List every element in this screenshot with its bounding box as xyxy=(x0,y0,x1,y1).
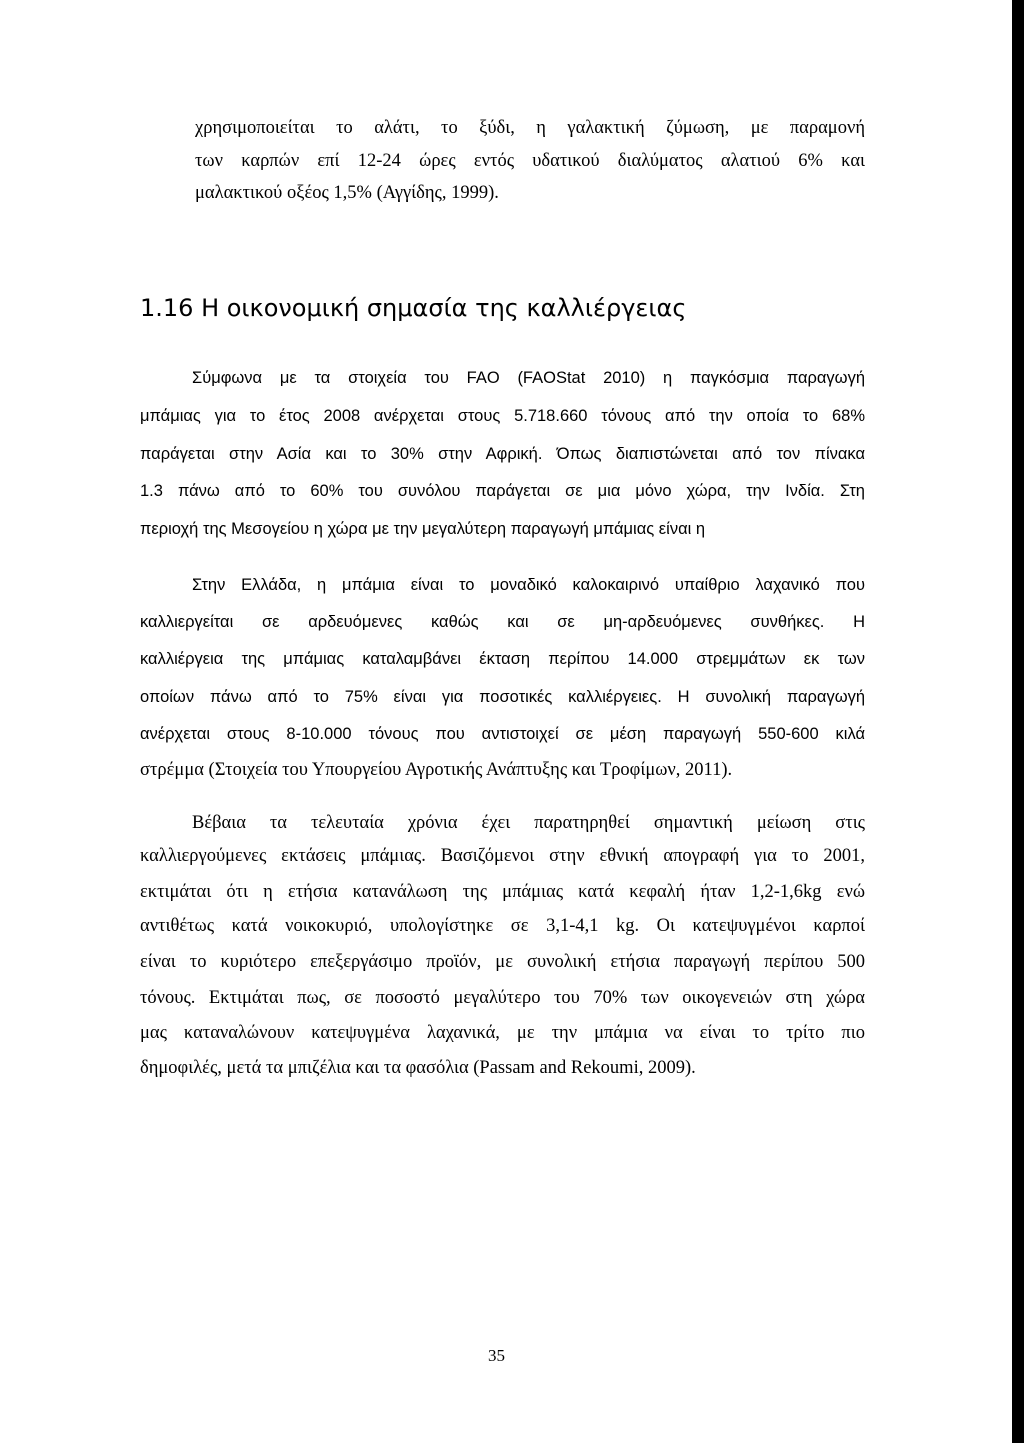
paragraph-4-line-1: Βέβαια τα τελευταία χρόνια έχει παρατηρηθεί σημαντική μείωση στις xyxy=(192,813,865,833)
paragraph-4-line-5: είναι το κυριότερο επεξεργάσιμο προϊόν, με συνολική ετήσια παραγωγή περίπου 500 xyxy=(140,952,865,972)
page-number: 35 xyxy=(488,1346,505,1365)
paragraph-4-line-4: αντιθέτως κατά νοικοκυριό, υπολογίστηκε σε 3,1-4,1 kg. Οι κατεψυγμένοι καρποί xyxy=(140,916,865,936)
paragraph-3-line-1: Στην Ελλάδα, η μπάμια είναι το μοναδικό καλοκαιρινό υπαίθριο λαχανικό που xyxy=(192,576,865,594)
paragraph-2-line-2: μπάμιας για το έτος 2008 ανέρχεται στους 5.718.660 τόνους από την οποία το 68% xyxy=(140,407,865,425)
paragraph-2-line-4: 1.3 πάνω από το 60% του συνόλου παράγεται σε μια μόνο χώρα, την Ινδία. Στη xyxy=(140,482,865,500)
paragraph-4-line-8: δημοφιλές, μετά τα μπιζέλια και τα φασόλια (Passam and Rekoumi, 2009). xyxy=(140,1058,696,1078)
paragraph-4-line-3: εκτιμάται ότι η ετήσια κατανάλωση της μπάμιας κατά κεφαλή ήταν 1,2-1,6kg ενώ xyxy=(140,882,865,902)
paragraph-2-line-3: παράγεται στην Ασία και το 30% στην Αφρική. Όπως διαπιστώνεται από τον πίνακα xyxy=(140,445,865,463)
paragraph-1-line-2: των καρπών επί 12-24 ώρες εντός υδατικού διαλύματος αλατιού 6% και xyxy=(195,151,865,171)
paragraph-2-line-1: Σύμφωνα με τα στοιχεία του FAO (FAOStat 2010) η παγκόσμια παραγωγή xyxy=(192,369,865,387)
paragraph-3-line-5: ανέρχεται στους 8-10.000 τόνους που αντιστοιχεί σε μέση παραγωγή 550-600 κιλά xyxy=(140,725,865,743)
paragraph-1-line-3: μαλακτικού οξέος 1,5% (Αγγίδης, 1999). xyxy=(195,183,499,203)
paragraph-3-line-4: οποίων πάνω από το 75% είναι για ποσοτικές καλλιέργειες. Η συνολική παραγωγή xyxy=(140,688,865,706)
paragraph-1-line-1: χρησιμοποιείται το αλάτι, το ξύδι, η γαλακτική ζύμωση, με παραμονή xyxy=(195,118,865,138)
paragraph-3-line-2: καλλιεργείται σε αρδευόμενες καθώς και σε μη-αρδευόμενες συνθήκες. Η xyxy=(140,613,865,631)
paragraph-3-line-6: στρέμμα (Στοιχεία του Υπουργείου Αγροτικής Ανάπτυξης και Τροφίμων, 2011). xyxy=(140,760,733,780)
paragraph-2-line-5: περιοχή της Μεσογείου η χώρα με την μεγαλύτερη παραγωγή μπάμιας είναι η xyxy=(140,520,706,538)
section-heading: 1.16 Η οικονομική σημασία της καλλιέργειας xyxy=(140,294,687,322)
paragraph-3-line-3: καλλιέργεια της μπάμιας καταλαμβάνει έκταση περίπου 14.000 στρεμμάτων εκ των xyxy=(140,650,865,668)
paragraph-4-line-6: τόνους. Εκτιμάται πως, σε ποσοστό μεγαλύτερο του 70% των οικογενειών στη χώρα xyxy=(140,988,865,1008)
paragraph-4-line-7: μας καταναλώνουν κατεψυγμένα λαχανικά, με την μπάμια να είναι το τρίτο πιο xyxy=(140,1023,865,1043)
paragraph-4-line-2: καλλιεργούμενες εκτάσεις μπάμιας. Βασιζόμενοι στην εθνική απογραφή για το 2001, xyxy=(140,846,865,866)
